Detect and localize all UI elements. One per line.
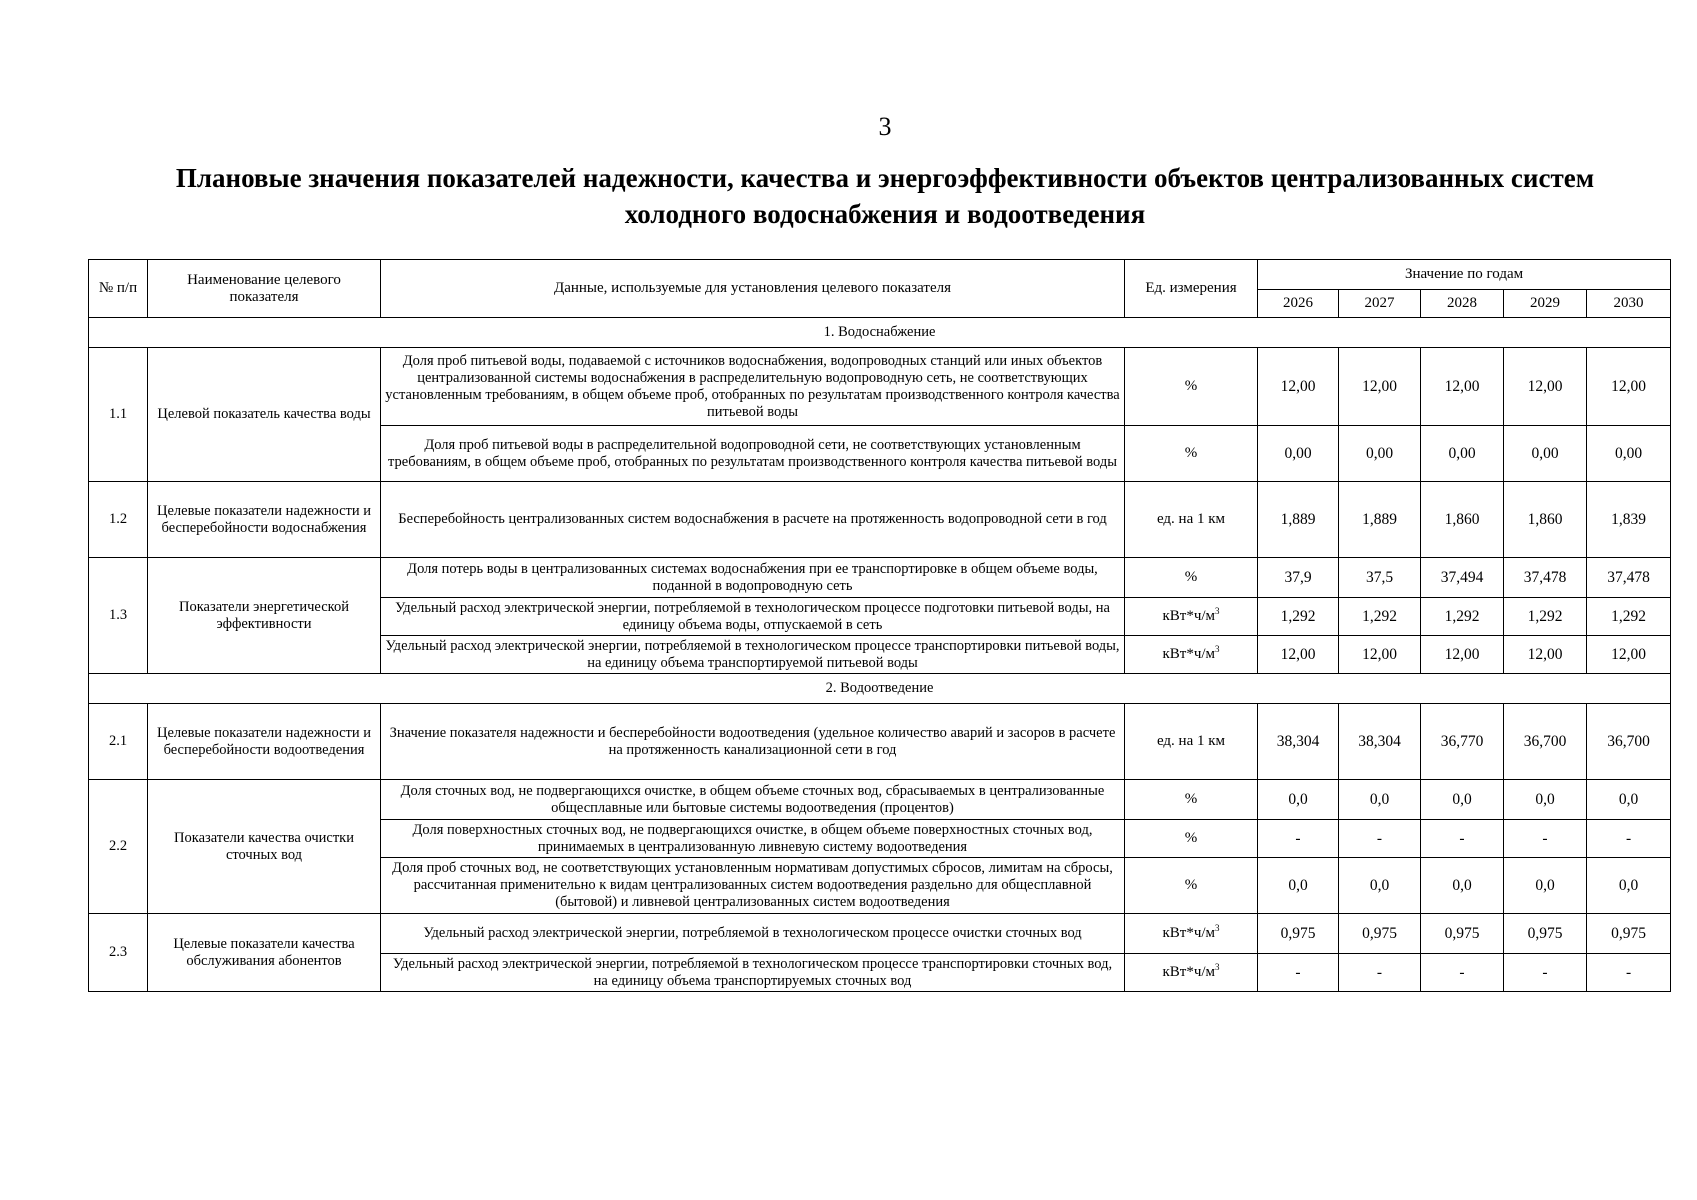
unit-superscript: 3 bbox=[1215, 962, 1220, 972]
indicator-unit bbox=[1125, 820, 1258, 858]
indicator-unit bbox=[1125, 780, 1258, 820]
year-value: - bbox=[1504, 820, 1587, 858]
header-year: 2028 bbox=[1421, 290, 1504, 318]
indicator-data: Значение показателя надежности и бесперебойности водоотведения (удельное количество аварий и засоров в расчете на протяженность канализационной сети в год bbox=[381, 704, 1125, 780]
year-value: 1,860 bbox=[1421, 482, 1504, 558]
table-row bbox=[89, 704, 1671, 780]
year-value: 37,9 bbox=[1258, 558, 1339, 598]
year-value: 12,00 bbox=[1504, 348, 1587, 426]
indicator-number: 2.3 bbox=[89, 914, 148, 992]
year-value: 12,00 bbox=[1587, 636, 1671, 674]
unit-text: кВт*ч/м bbox=[1162, 925, 1216, 941]
indicator-unit bbox=[1125, 954, 1258, 992]
indicator-data: Доля сточных вод, не подвергающихся очистке, в общем объеме сточных вод, сбрасываемых в централизованные общесплавные или бытовые системы водоотведения (процентов) bbox=[381, 780, 1125, 820]
indicator-unit bbox=[1125, 704, 1258, 780]
indicator-number: 1.1 bbox=[89, 348, 148, 482]
indicator-name: Целевой показатель качества воды bbox=[148, 348, 381, 482]
year-value: 36,770 bbox=[1421, 704, 1504, 780]
indicator-unit bbox=[1125, 482, 1258, 558]
year-value: 0,975 bbox=[1339, 914, 1421, 954]
year-value: 12,00 bbox=[1504, 636, 1587, 674]
unit-superscript: 3 bbox=[1215, 606, 1220, 616]
year-value: 0,975 bbox=[1258, 914, 1339, 954]
table-body bbox=[89, 318, 1671, 992]
indicator-data: Доля поверхностных сточных вод, не подвергающихся очистке, в общем объеме поверхностных сточных вод, принимаемых в централизованную ливневую систему водоотведения bbox=[381, 820, 1125, 858]
year-value: 0,0 bbox=[1587, 780, 1671, 820]
year-value: 0,0 bbox=[1339, 858, 1421, 914]
section-title: 1. Водоснабжение bbox=[89, 318, 1671, 348]
year-value: - bbox=[1258, 954, 1339, 992]
indicator-unit bbox=[1125, 348, 1258, 426]
indicator-data: Удельный расход электрической энергии, потребляемой в технологическом процессе подготовки питьевой воды, на единицу объема воды, отпускаемой в сеть bbox=[381, 598, 1125, 636]
year-value: 37,494 bbox=[1421, 558, 1504, 598]
indicator-data: Доля потерь воды в централизованных системах водоснабжения при ее транспортировке в общем объеме воды, поданной в водопроводную сеть bbox=[381, 558, 1125, 598]
section-row bbox=[89, 674, 1671, 704]
year-value: 12,00 bbox=[1339, 636, 1421, 674]
header-values-group: Значение по годам bbox=[1258, 260, 1671, 290]
year-value: 12,00 bbox=[1258, 348, 1339, 426]
year-value: 1,889 bbox=[1339, 482, 1421, 558]
year-value: 0,00 bbox=[1421, 426, 1504, 482]
indicator-unit bbox=[1125, 598, 1258, 636]
page-number: 3 bbox=[878, 112, 892, 141]
indicator-data: Доля проб питьевой воды в распределительной водопроводной сети, не соответствующих установленным требованиям, в общем объеме проб, отобранных по результатам производственного контроля качества питьевой воды bbox=[381, 426, 1125, 482]
header-num: № п/п bbox=[89, 260, 148, 318]
indicator-unit bbox=[1125, 558, 1258, 598]
year-value: 12,00 bbox=[1258, 636, 1339, 674]
year-value: 1,839 bbox=[1587, 482, 1671, 558]
year-value: 1,292 bbox=[1421, 598, 1504, 636]
year-value: 0,975 bbox=[1504, 914, 1587, 954]
indicator-data: Бесперебойность централизованных систем водоснабжения в расчете на протяженность водопроводной сети в год bbox=[381, 482, 1125, 558]
header-year: 2029 bbox=[1504, 290, 1587, 318]
indicator-unit bbox=[1125, 858, 1258, 914]
unit-text: % bbox=[1184, 445, 1198, 461]
year-value: 0,00 bbox=[1258, 426, 1339, 482]
year-value: 1,889 bbox=[1258, 482, 1339, 558]
year-value: 1,292 bbox=[1258, 598, 1339, 636]
section-title: 2. Водоотведение bbox=[89, 674, 1671, 704]
year-value: - bbox=[1421, 954, 1504, 992]
year-value: 1,860 bbox=[1504, 482, 1587, 558]
year-value: 12,00 bbox=[1339, 348, 1421, 426]
indicator-data: Удельный расход электрической энергии, потребляемой в технологическом процессе транспортировки питьевой воды, на единицу объема транспортируемой питьевой воды bbox=[381, 636, 1125, 674]
indicator-data: Доля проб питьевой воды, подаваемой с источников водоснабжения, водопроводных станций или иных объектов централизованной системы водоснабжения в распределительную водопроводную сеть, не соответствующих установленным требованиям, в общем объеме проб, отобранных по результатам производственного контроля качества питьевой воды bbox=[381, 348, 1125, 426]
year-value: 0,0 bbox=[1504, 780, 1587, 820]
year-value: 1,292 bbox=[1504, 598, 1587, 636]
year-value: - bbox=[1504, 954, 1587, 992]
unit-text: % bbox=[1184, 877, 1198, 893]
table-row bbox=[89, 914, 1671, 954]
year-value: 0,0 bbox=[1258, 780, 1339, 820]
year-value: 0,0 bbox=[1504, 858, 1587, 914]
indicators-table bbox=[88, 259, 1671, 992]
unit-text: кВт*ч/м bbox=[1162, 964, 1216, 980]
unit-text: ед. на 1 км bbox=[1156, 733, 1226, 749]
header-year: 2030 bbox=[1587, 290, 1671, 318]
year-value: 0,0 bbox=[1258, 858, 1339, 914]
unit-text: ед. на 1 км bbox=[1156, 511, 1226, 527]
document-title: Плановые значения показателей надежности, качества и энергоэффективности объектов централизованных систем холодного водоснабжения и водоотведения bbox=[175, 163, 1595, 229]
year-value: - bbox=[1339, 820, 1421, 858]
year-value: 1,292 bbox=[1587, 598, 1671, 636]
table-row bbox=[89, 348, 1671, 426]
unit-superscript: 3 bbox=[1215, 923, 1220, 933]
year-value: 37,5 bbox=[1339, 558, 1421, 598]
year-value: 0,0 bbox=[1421, 858, 1504, 914]
indicator-name: Целевые показатели надежности и бесперебойности водоснабжения bbox=[148, 482, 381, 558]
indicator-data: Доля проб сточных вод, не соответствующих установленным нормативам допустимых сбросов, лимитам на сбросы, рассчитанная применительно к видам централизованных систем водоотведения раздельно для общесплавной (бытовой) и ливневой централизованных систем водоотведения bbox=[381, 858, 1125, 914]
indicator-data: Удельный расход электрической энергии, потребляемой в технологическом процессе транспортировки сточных вод, на единицу объема транспортируемых сточных вод bbox=[381, 954, 1125, 992]
year-value: 12,00 bbox=[1421, 348, 1504, 426]
year-value: 38,304 bbox=[1258, 704, 1339, 780]
unit-text: кВт*ч/м bbox=[1162, 608, 1216, 624]
year-value: 0,00 bbox=[1339, 426, 1421, 482]
header-year: 2027 bbox=[1339, 290, 1421, 318]
header-data: Данные, используемые для установления целевого показателя bbox=[381, 260, 1125, 318]
year-value: 0,0 bbox=[1587, 858, 1671, 914]
header-unit: Ед. измерения bbox=[1125, 260, 1258, 318]
year-value: - bbox=[1339, 954, 1421, 992]
year-value: 0,00 bbox=[1504, 426, 1587, 482]
year-value: 1,292 bbox=[1339, 598, 1421, 636]
year-value: 12,00 bbox=[1587, 348, 1671, 426]
year-value: - bbox=[1587, 820, 1671, 858]
indicator-unit bbox=[1125, 914, 1258, 954]
unit-text: кВт*ч/м bbox=[1162, 646, 1216, 662]
unit-text: % bbox=[1184, 791, 1198, 807]
year-value: - bbox=[1587, 954, 1671, 992]
indicator-name: Целевые показатели качества обслуживания абонентов bbox=[148, 914, 381, 992]
unit-text: % bbox=[1184, 378, 1198, 394]
table-row bbox=[89, 780, 1671, 820]
indicator-number: 1.3 bbox=[89, 558, 148, 674]
table-row bbox=[89, 558, 1671, 598]
indicator-number: 2.2 bbox=[89, 780, 148, 914]
header-year: 2026 bbox=[1258, 290, 1339, 318]
indicator-number: 2.1 bbox=[89, 704, 148, 780]
year-value: 0,0 bbox=[1421, 780, 1504, 820]
year-value: 0,00 bbox=[1587, 426, 1671, 482]
unit-text: % bbox=[1184, 830, 1198, 846]
year-value: 38,304 bbox=[1339, 704, 1421, 780]
indicator-name: Показатели энергетической эффективности bbox=[148, 558, 381, 674]
table-row bbox=[89, 482, 1671, 558]
year-value: 0,975 bbox=[1421, 914, 1504, 954]
year-value: 37,478 bbox=[1587, 558, 1671, 598]
year-value: 0,975 bbox=[1587, 914, 1671, 954]
indicator-number: 1.2 bbox=[89, 482, 148, 558]
indicator-data: Удельный расход электрической энергии, потребляемой в технологическом процессе очистки сточных вод bbox=[381, 914, 1125, 954]
year-value: 36,700 bbox=[1587, 704, 1671, 780]
unit-superscript: 3 bbox=[1215, 644, 1220, 654]
indicator-name: Целевые показатели надежности и бесперебойности водоотведения bbox=[148, 704, 381, 780]
year-value: - bbox=[1421, 820, 1504, 858]
indicator-unit bbox=[1125, 636, 1258, 674]
year-value: 36,700 bbox=[1504, 704, 1587, 780]
indicator-unit bbox=[1125, 426, 1258, 482]
header-name: Наименование целевого показателя bbox=[148, 260, 381, 318]
section-row bbox=[89, 318, 1671, 348]
year-value: - bbox=[1258, 820, 1339, 858]
indicator-name: Показатели качества очистки сточных вод bbox=[148, 780, 381, 914]
year-value: 37,478 bbox=[1504, 558, 1587, 598]
year-value: 12,00 bbox=[1421, 636, 1504, 674]
year-value: 0,0 bbox=[1339, 780, 1421, 820]
unit-text: % bbox=[1184, 569, 1198, 585]
